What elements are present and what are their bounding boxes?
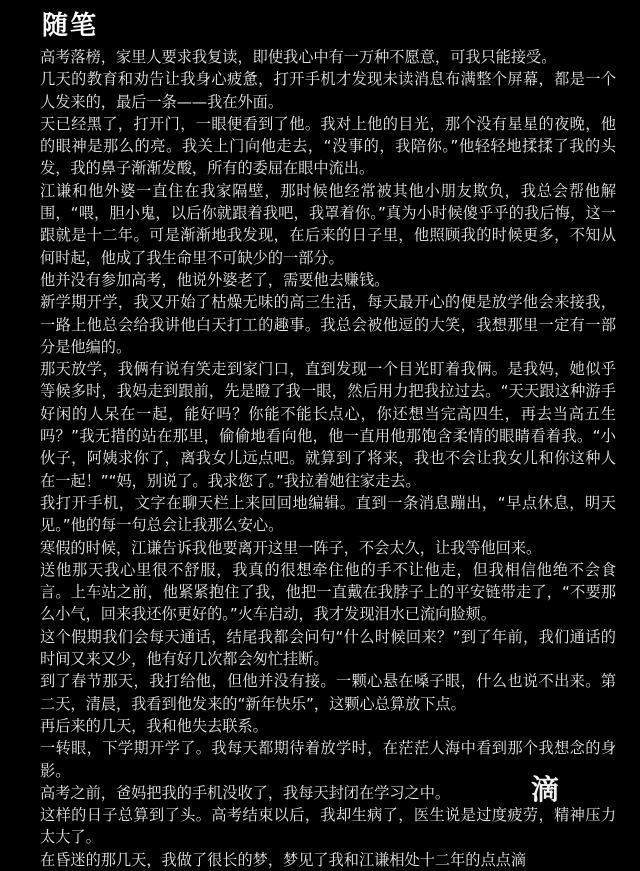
paragraph: 再后来的几天，我和他失去联系。 [40,716,268,735]
paragraph: 江谦和他外婆一直住在我家隔壁，那时候他经常被其他小朋友欺负，我总会帮他解围，“喂，胆小鬼，以后你就跟着我吧，我罩着你。”真为小时候傻乎乎的我后悔，这一跟就是十二年。可是渐渐地我发现，在后来的日子里，他照顾我的时候更多，不知从何时起，他成了我生命里不可缺少的一部分。 [40,181,616,267]
paragraph: 一转眼，下学期开学了。我每天都期待着放学时，在茫茫人海中看到那个我想念的身影。 [40,739,616,780]
paragraph: 几天的教育和劝告让我身心疲惫，打开手机才发现未读消息布满整个屏幕，都是一个人发来的，最后一条——我在外面。 [40,70,616,111]
paragraph: 到了春节那天，我打给他，但他并没有接。一颗心悬在嗓子眼，什么也说不出来。第二天，清晨，我看到他发来的“新年快乐”，这颗心总算放下点。 [40,672,616,713]
paragraph: 我打开手机，文字在聊天栏上来回回地编辑。直到一条消息蹦出，“早点休息，明天见。”他的每一句总会让我那么安心。 [40,493,616,535]
paragraph: 天已经黑了，打开门，一眼便看到了他。我对上他的目光，那个没有星星的夜晚，他的眼神是那么的亮。我关上门向他走去，“没事的，我陪你。”他轻轻地揉揉了我的头发，我的鼻子渐渐发酸，所有的委屈在眼中流出。 [40,114,616,178]
paragraph: 高考之前，爸妈把我的手机没收了，我每天封闭在学习之中。 [40,783,451,802]
document-body [40,46,616,871]
paragraph: 高考落榜，家里人要求我复读，即使我心中有一万种不愿意，可我只能接受。 [40,48,557,66]
paragraph: 那天放学，我俩有说有笑走到家门口，直到发现一个目光盯着我俩。是我妈，她似乎等候多时，我妈走到跟前，先是瞪了我一眼，然后用力把我拉过去。“天天跟这种游手好闲的人呆在一起，能好吗？你能不能长点心，你还想当完高四生，再去当高五生吗？”我无措的站在那里，偷偷地看向他，他一直用他那饱含柔情的眼睛看着我。“小伙子，阿姨求你了，离我女儿远点吧。就算到了将来，我也不会让我女儿和你这种人在一起！”“妈，别说了。我求您了。”我拉着她往家走去。 [40,360,616,490]
paragraph: 这个假期我们会每天通话，结尾我都会问句“什么时候回来？”到了年前，我们通话的时间又来又少，他有好几次都会匆忙挂断。 [40,627,616,669]
paragraph: 这样的日子总算到了头。高考结束以后，我却生病了，医生说是过度疲劳，精神压力太大了。 [40,806,616,847]
paragraph: 新学期开学，我又开始了枯燥无味的高三生活，每天最开心的便是放学他会来接我，一路上他总会给我讲他白天打工的趣事。我总会被他逗的大笑，我想那里一定有一部分是他编的。 [40,293,616,356]
paragraph: 在昏迷的那几天，我做了很长的梦，梦见了我和江谦相处十二年的点点滴 [40,850,526,869]
paragraph: 送他那天我心里很不舒服，我真的很想牵住他的手不让他走，但我相信他绝不会食言。上车站之前，他紧紧抱住了我，他把一直戴在我脖子上的平安链带走了，“不要那么小气，回来我还你更好的。”火车启动，我才发现泪水已流向脸颊。 [40,560,616,624]
paragraph: 寒假的时候，江谦告诉我他要离开这里一阵子，不会太久，让我等他回来。 [40,538,542,557]
document-title: 随笔 [42,11,99,41]
trailing-large-character: 滴 [531,773,560,806]
paragraph: 他并没有参加高考，他说外婆老了，需要他去赚钱。 [40,270,390,289]
